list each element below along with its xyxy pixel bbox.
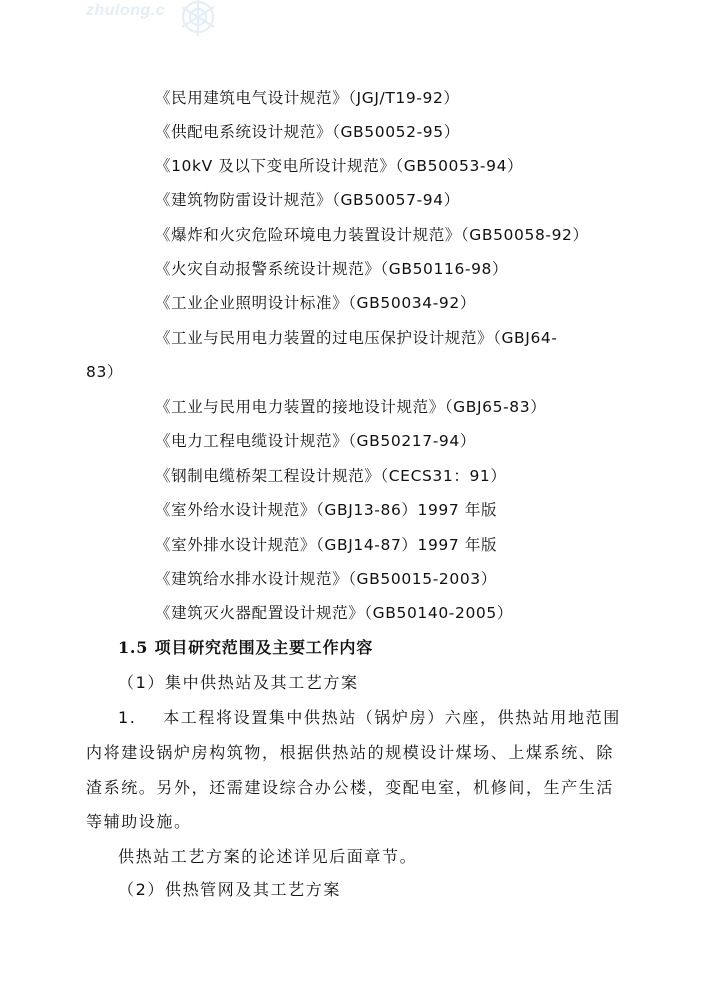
reference-item: 《工业与民用电力装置的过电压保护设计规范》（GBJ64- [155, 329, 558, 347]
body-paragraph-line: 渣系统。另外，还需建设综合办公楼，变配电室，机修间，生产生活 [86, 778, 615, 797]
reference-item: 《工业企业照明设计标准》（GB50034-92） [155, 294, 476, 312]
watermark [86, 0, 266, 42]
body-paragraph-line: 内将建设锅炉房构筑物，根据供热站的规模设计煤场、上煤系统、除 [86, 743, 615, 762]
subsection-title: （2）供热管网及其工艺方案 [118, 880, 341, 899]
subsection-title: （1）集中供热站及其工艺方案 [118, 673, 359, 692]
reference-item: 《民用建筑电气设计规范》（JGJ/T19-92） [155, 89, 460, 107]
reference-item: 《钢制电缆桥架工程设计规范》（CECS31：91） [155, 467, 507, 485]
reference-item: 《电力工程电缆设计规范》（GB50217-94） [155, 432, 476, 450]
reference-item: 《工业与民用电力装置的接地设计规范》（GBJ65-83） [155, 398, 547, 416]
reference-item: 《建筑给水排水设计规范》（GB50015-2003） [155, 570, 497, 588]
body-paragraph-line: 1. 本工程将设置集中供热站（锅炉房）六座，供热站用地范围 [118, 708, 621, 727]
body-paragraph-line: 等辅助设施。 [86, 812, 192, 831]
reference-item: 《室外排水设计规范》（GBJ14-87）1997 年版 [155, 536, 498, 554]
reference-item: 《室外给水设计规范》（GBJ13-86）1997 年版 [155, 501, 498, 519]
snowflake-logo-icon [178, 0, 218, 40]
section-heading: 1.5 项目研究范围及主要工作内容 [118, 638, 374, 657]
reference-item: 《火灾自动报警系统设计规范》（GB50116-98） [155, 260, 509, 278]
reference-item: 《建筑灭火器配置设计规范》（GB50140-2005） [155, 604, 513, 622]
reference-item-continuation: 83） [86, 363, 124, 381]
body-paragraph: 供热站工艺方案的论述详见后面章节。 [118, 847, 418, 866]
reference-item: 《爆炸和火灾危险环境电力装置设计规范》（GB50058-92） [155, 226, 589, 244]
reference-item: 《建筑物防雷设计规范》（GB50057-94） [155, 191, 460, 209]
reference-item: 《供配电系统设计规范》（GB50052-95） [155, 123, 460, 141]
watermark-text: zhulong.c [86, 2, 166, 19]
reference-item: 《10kV 及以下变电所设计规范》（GB50053-94） [155, 157, 524, 175]
